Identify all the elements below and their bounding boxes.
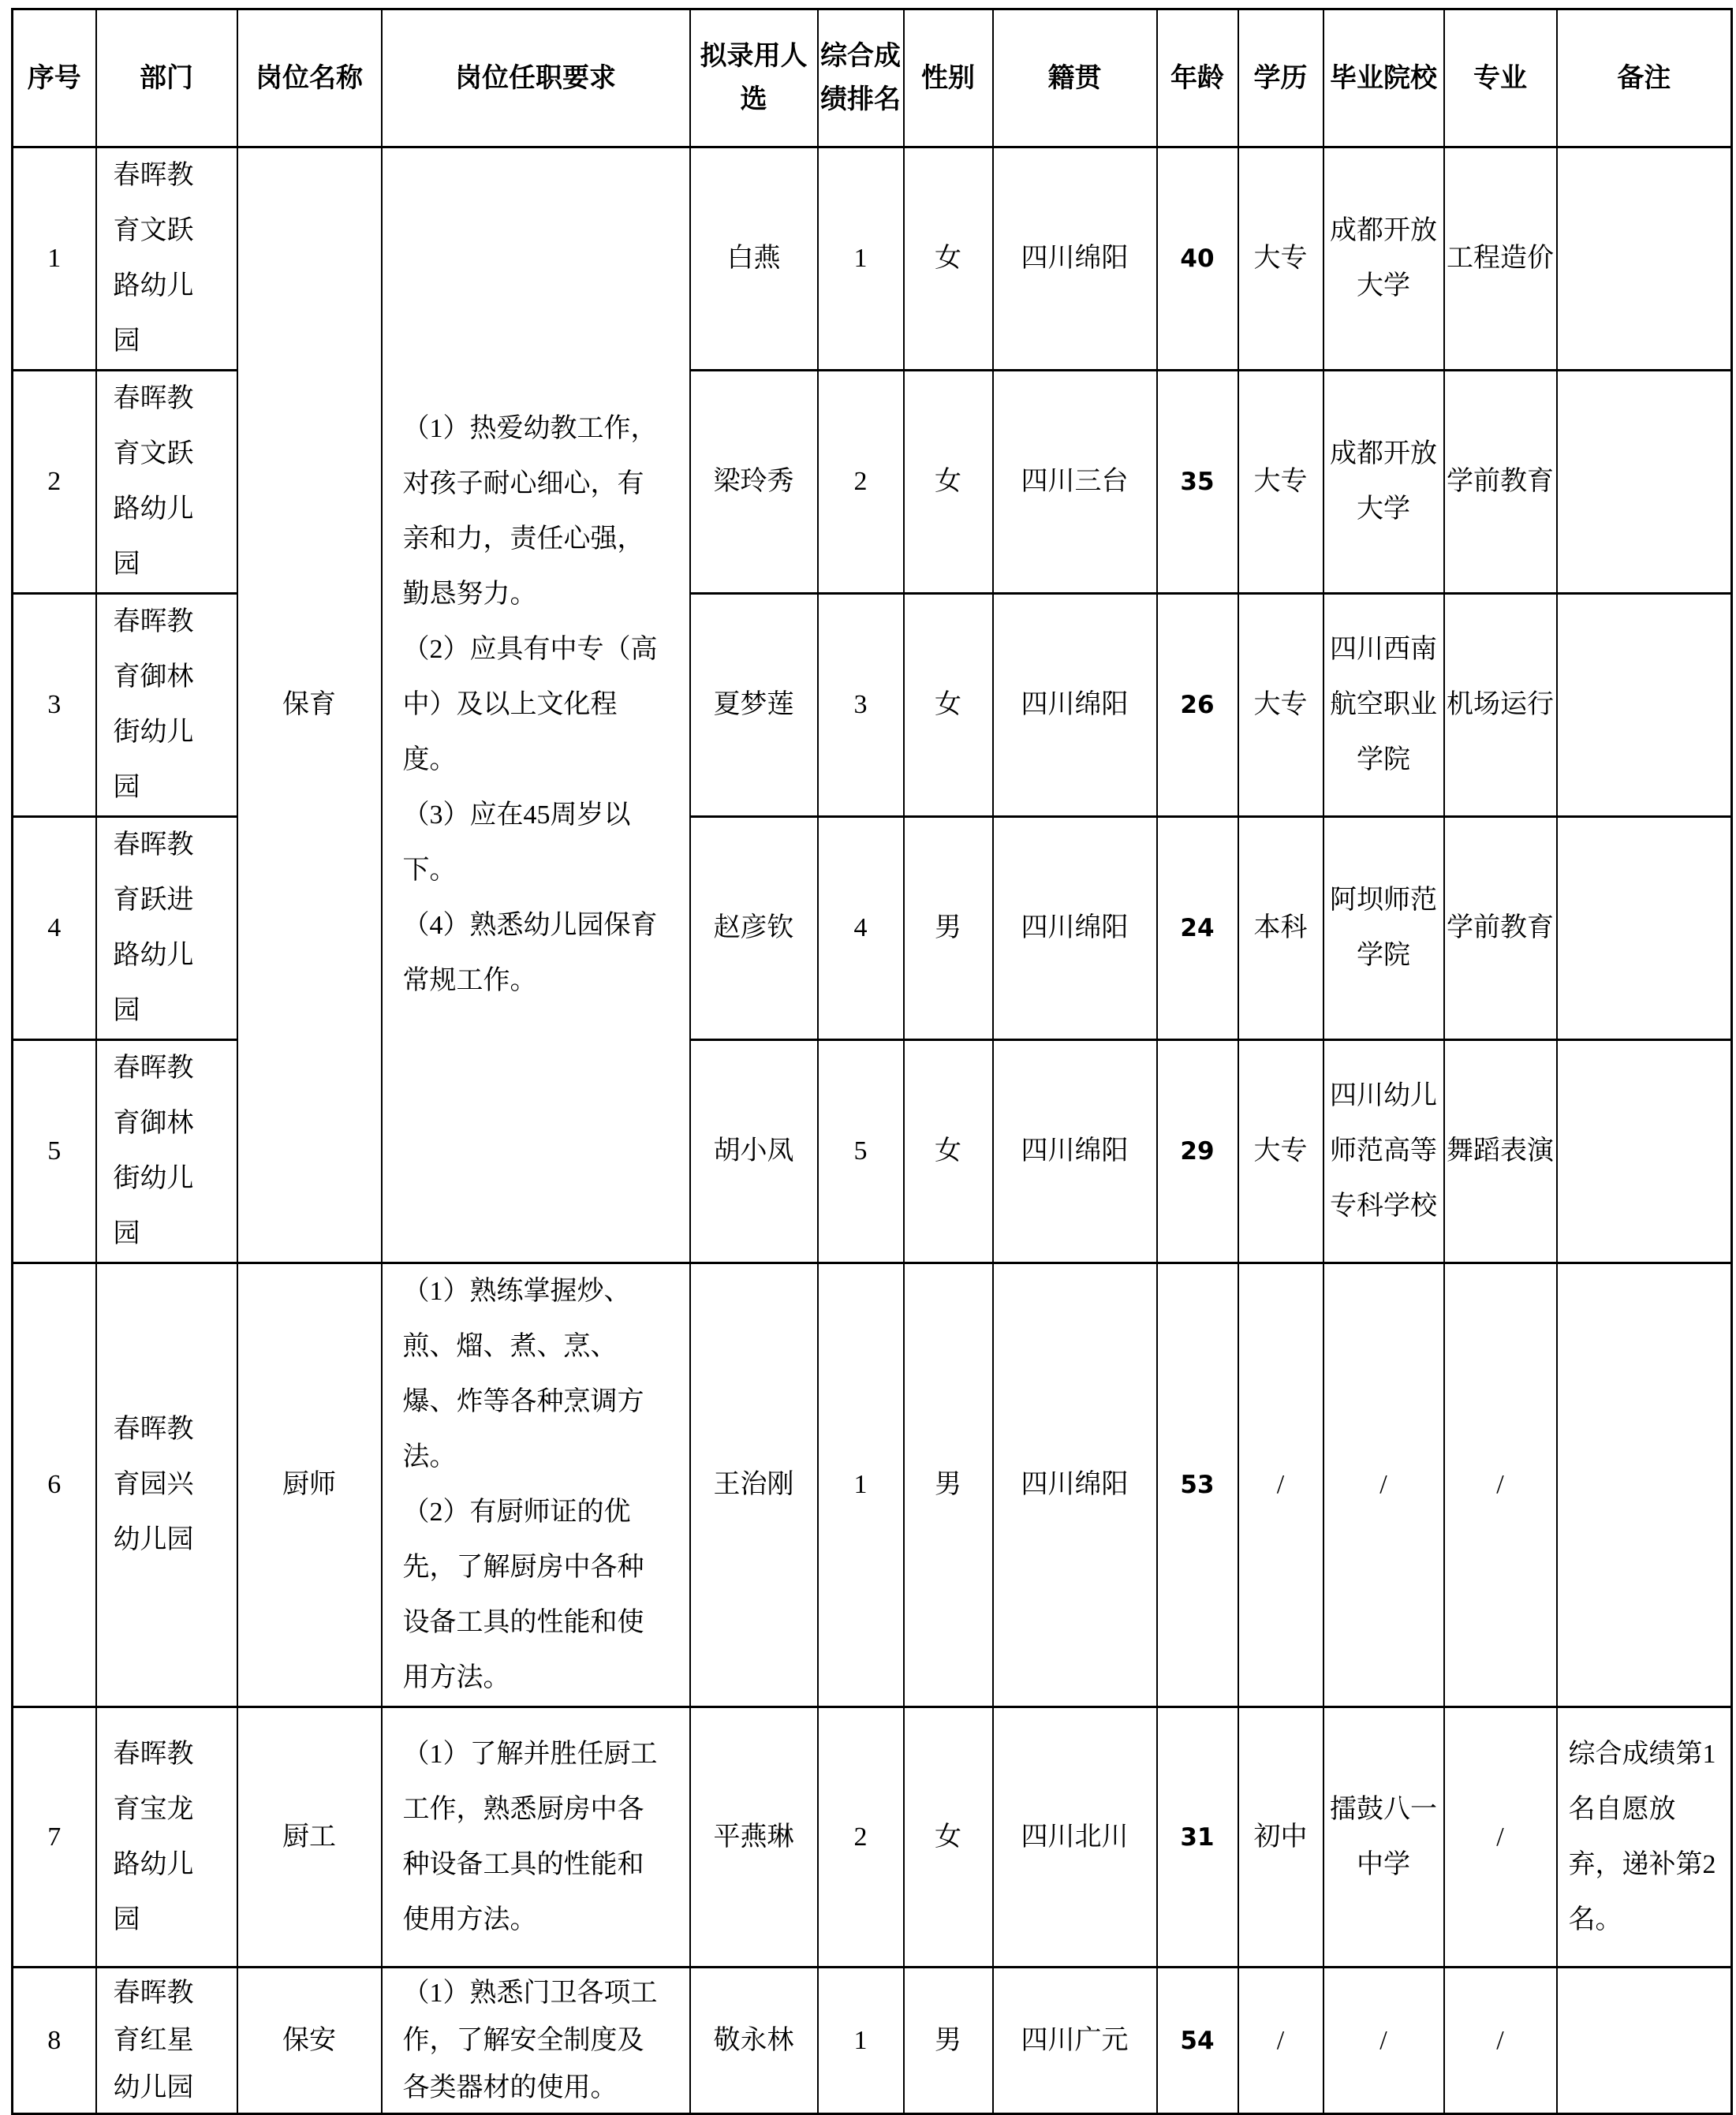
origin-cell: 四川绵阳 — [993, 594, 1157, 817]
gender-cell: 男 — [904, 1968, 993, 2114]
requirements-cell-merged — [382, 147, 690, 1263]
header-education: 学历 — [1238, 9, 1323, 147]
row-no: 6 — [13, 1263, 96, 1707]
requirements-cell — [382, 1707, 690, 1968]
school-cell: 成都开放大学 — [1323, 371, 1444, 594]
requirement-item: （1）了解并胜任厨工工作，熟悉厨房中各种设备工具的性能和使用方法。 — [402, 1739, 658, 1934]
education-cell: / — [1238, 1263, 1323, 1707]
row-no: 5 — [13, 1040, 96, 1263]
school-cell: / — [1323, 1968, 1444, 2114]
candidate-name: 敬永林 — [690, 1968, 818, 2114]
header-major: 专业 — [1444, 9, 1557, 147]
header-no: 序号 — [13, 9, 96, 147]
candidate-name: 胡小凤 — [690, 1040, 818, 1263]
education-cell: 初中 — [1238, 1707, 1323, 1968]
header-position: 岗位名称 — [237, 9, 382, 147]
requirements-cell — [382, 1263, 690, 1707]
row-no: 4 — [13, 817, 96, 1040]
remark-cell — [1557, 1263, 1732, 1707]
table-row — [13, 147, 1732, 371]
candidate-name: 夏梦莲 — [690, 594, 818, 817]
rank-cell: 1 — [818, 147, 904, 371]
gender-cell: 女 — [904, 594, 993, 817]
candidate-name: 梁玲秀 — [690, 371, 818, 594]
remark-cell — [1557, 1040, 1732, 1263]
header-requirements: 岗位任职要求 — [382, 9, 690, 147]
school-cell: 四川西南航空职业学院 — [1323, 594, 1444, 817]
requirement-item: （2）应具有中专（高中）及以上文化程度。 — [402, 635, 658, 774]
gender-cell: 女 — [904, 1040, 993, 1263]
dept-cell: 春晖教育园兴幼儿园 — [96, 1263, 237, 1707]
origin-cell: 四川绵阳 — [993, 147, 1157, 371]
remark-cell — [1557, 817, 1732, 1040]
major-cell: / — [1444, 1263, 1557, 1707]
rank-cell: 3 — [818, 594, 904, 817]
requirement-item: （4）熟悉幼儿园保育常规工作。 — [402, 911, 658, 995]
gender-cell: 女 — [904, 1707, 993, 1968]
header-school: 毕业院校 — [1323, 9, 1444, 147]
origin-cell: 四川绵阳 — [993, 817, 1157, 1040]
header-rank: 综合成绩排名 — [818, 9, 904, 147]
origin-cell: 四川绵阳 — [993, 1263, 1157, 1707]
rank-cell: 4 — [818, 817, 904, 1040]
dept-cell: 春晖教育御林街幼儿园 — [96, 1040, 237, 1263]
remark-cell: 综合成绩第1名自愿放弃，递补第2名。 — [1557, 1707, 1732, 1968]
major-cell: 舞蹈表演 — [1444, 1040, 1557, 1263]
rank-cell: 2 — [818, 1707, 904, 1968]
school-cell: 成都开放大学 — [1323, 147, 1444, 371]
header-dept: 部门 — [96, 9, 237, 147]
education-cell: 本科 — [1238, 817, 1323, 1040]
dept-cell: 春晖教育宝龙路幼儿园 — [96, 1707, 237, 1968]
requirement-item: （1）熟练掌握炒、煎、熘、煮、烹、爆、炸等各种烹调方法。 — [402, 1277, 644, 1472]
school-cell: 四川幼儿师范高等专科学校 — [1323, 1040, 1444, 1263]
header-remark: 备注 — [1557, 9, 1732, 147]
dept-cell: 春晖教育文跃路幼儿园 — [96, 371, 237, 594]
position-cell: 保安 — [237, 1968, 382, 2114]
table-row — [13, 1968, 1732, 2114]
education-cell: / — [1238, 1968, 1323, 2114]
origin-cell: 四川北川 — [993, 1707, 1157, 1968]
requirement-item: （2）有厨师证的优先，了解厨房中各种设备工具的性能和使用方法。 — [402, 1498, 644, 1692]
major-cell: 工程造价 — [1444, 147, 1557, 371]
major-cell: 机场运行 — [1444, 594, 1557, 817]
education-cell: 大专 — [1238, 594, 1323, 817]
major-cell: / — [1444, 1707, 1557, 1968]
gender-cell: 男 — [904, 1263, 993, 1707]
age-cell: 24 — [1157, 817, 1238, 1040]
gender-cell: 女 — [904, 147, 993, 371]
remark-cell — [1557, 594, 1732, 817]
age-cell: 53 — [1157, 1263, 1238, 1707]
requirement-item: （1）热爱幼教工作，对孩子耐心细心，有亲和力，责任心强，勤恳努力。 — [402, 414, 658, 609]
gender-cell: 男 — [904, 817, 993, 1040]
requirements-cell — [382, 1968, 690, 2114]
dept-cell: 春晖教育文跃路幼儿园 — [96, 147, 237, 371]
candidate-name: 王治刚 — [690, 1263, 818, 1707]
age-cell: 35 — [1157, 371, 1238, 594]
origin-cell: 四川三台 — [993, 371, 1157, 594]
school-cell: 阿坝师范学院 — [1323, 817, 1444, 1040]
age-cell: 26 — [1157, 594, 1238, 817]
row-no: 2 — [13, 371, 96, 594]
row-no: 7 — [13, 1707, 96, 1968]
rank-cell: 5 — [818, 1040, 904, 1263]
age-cell: 29 — [1157, 1040, 1238, 1263]
table-row — [13, 1707, 1732, 1968]
candidate-name: 平燕琳 — [690, 1707, 818, 1968]
rank-cell: 1 — [818, 1968, 904, 2114]
header-gender: 性别 — [904, 9, 993, 147]
age-cell: 54 — [1157, 1968, 1238, 2114]
row-no: 1 — [13, 147, 96, 371]
major-cell: 学前教育 — [1444, 817, 1557, 1040]
requirement-item: （3）应在45周岁以下。 — [402, 800, 631, 885]
requirement-item: （1）熟悉门卫各项工作，了解安全制度及各类器材的使用。 — [402, 1978, 658, 2102]
origin-cell: 四川绵阳 — [993, 1040, 1157, 1263]
header-origin: 籍贯 — [993, 9, 1157, 147]
candidate-name: 赵彦钦 — [690, 817, 818, 1040]
education-cell: 大专 — [1238, 1040, 1323, 1263]
remark-cell — [1557, 1968, 1732, 2114]
header-row — [13, 9, 1732, 147]
gender-cell: 女 — [904, 371, 993, 594]
major-cell: / — [1444, 1968, 1557, 2114]
row-no: 3 — [13, 594, 96, 817]
major-cell: 学前教育 — [1444, 371, 1557, 594]
age-cell: 31 — [1157, 1707, 1238, 1968]
dept-cell: 春晖教育御林街幼儿园 — [96, 594, 237, 817]
row-no: 8 — [13, 1968, 96, 2114]
school-cell: / — [1323, 1263, 1444, 1707]
remark-cell — [1557, 147, 1732, 371]
table-row — [13, 1263, 1732, 1707]
position-cell: 厨师 — [237, 1263, 382, 1707]
dept-cell: 春晖教育红星幼儿园 — [96, 1968, 237, 2114]
recruitment-result-table — [11, 8, 1733, 2115]
origin-cell: 四川广元 — [993, 1968, 1157, 2114]
position-cell: 厨工 — [237, 1707, 382, 1968]
remark-cell — [1557, 371, 1732, 594]
header-candidate: 拟录用人选 — [690, 9, 818, 147]
rank-cell: 1 — [818, 1263, 904, 1707]
header-age: 年龄 — [1157, 9, 1238, 147]
education-cell: 大专 — [1238, 147, 1323, 371]
school-cell: 擂鼓八一中学 — [1323, 1707, 1444, 1968]
candidate-name: 白燕 — [690, 147, 818, 371]
age-cell: 40 — [1157, 147, 1238, 371]
education-cell: 大专 — [1238, 371, 1323, 594]
dept-cell: 春晖教育跃进路幼儿园 — [96, 817, 237, 1040]
rank-cell: 2 — [818, 371, 904, 594]
position-cell-merged: 保育 — [237, 147, 382, 1263]
